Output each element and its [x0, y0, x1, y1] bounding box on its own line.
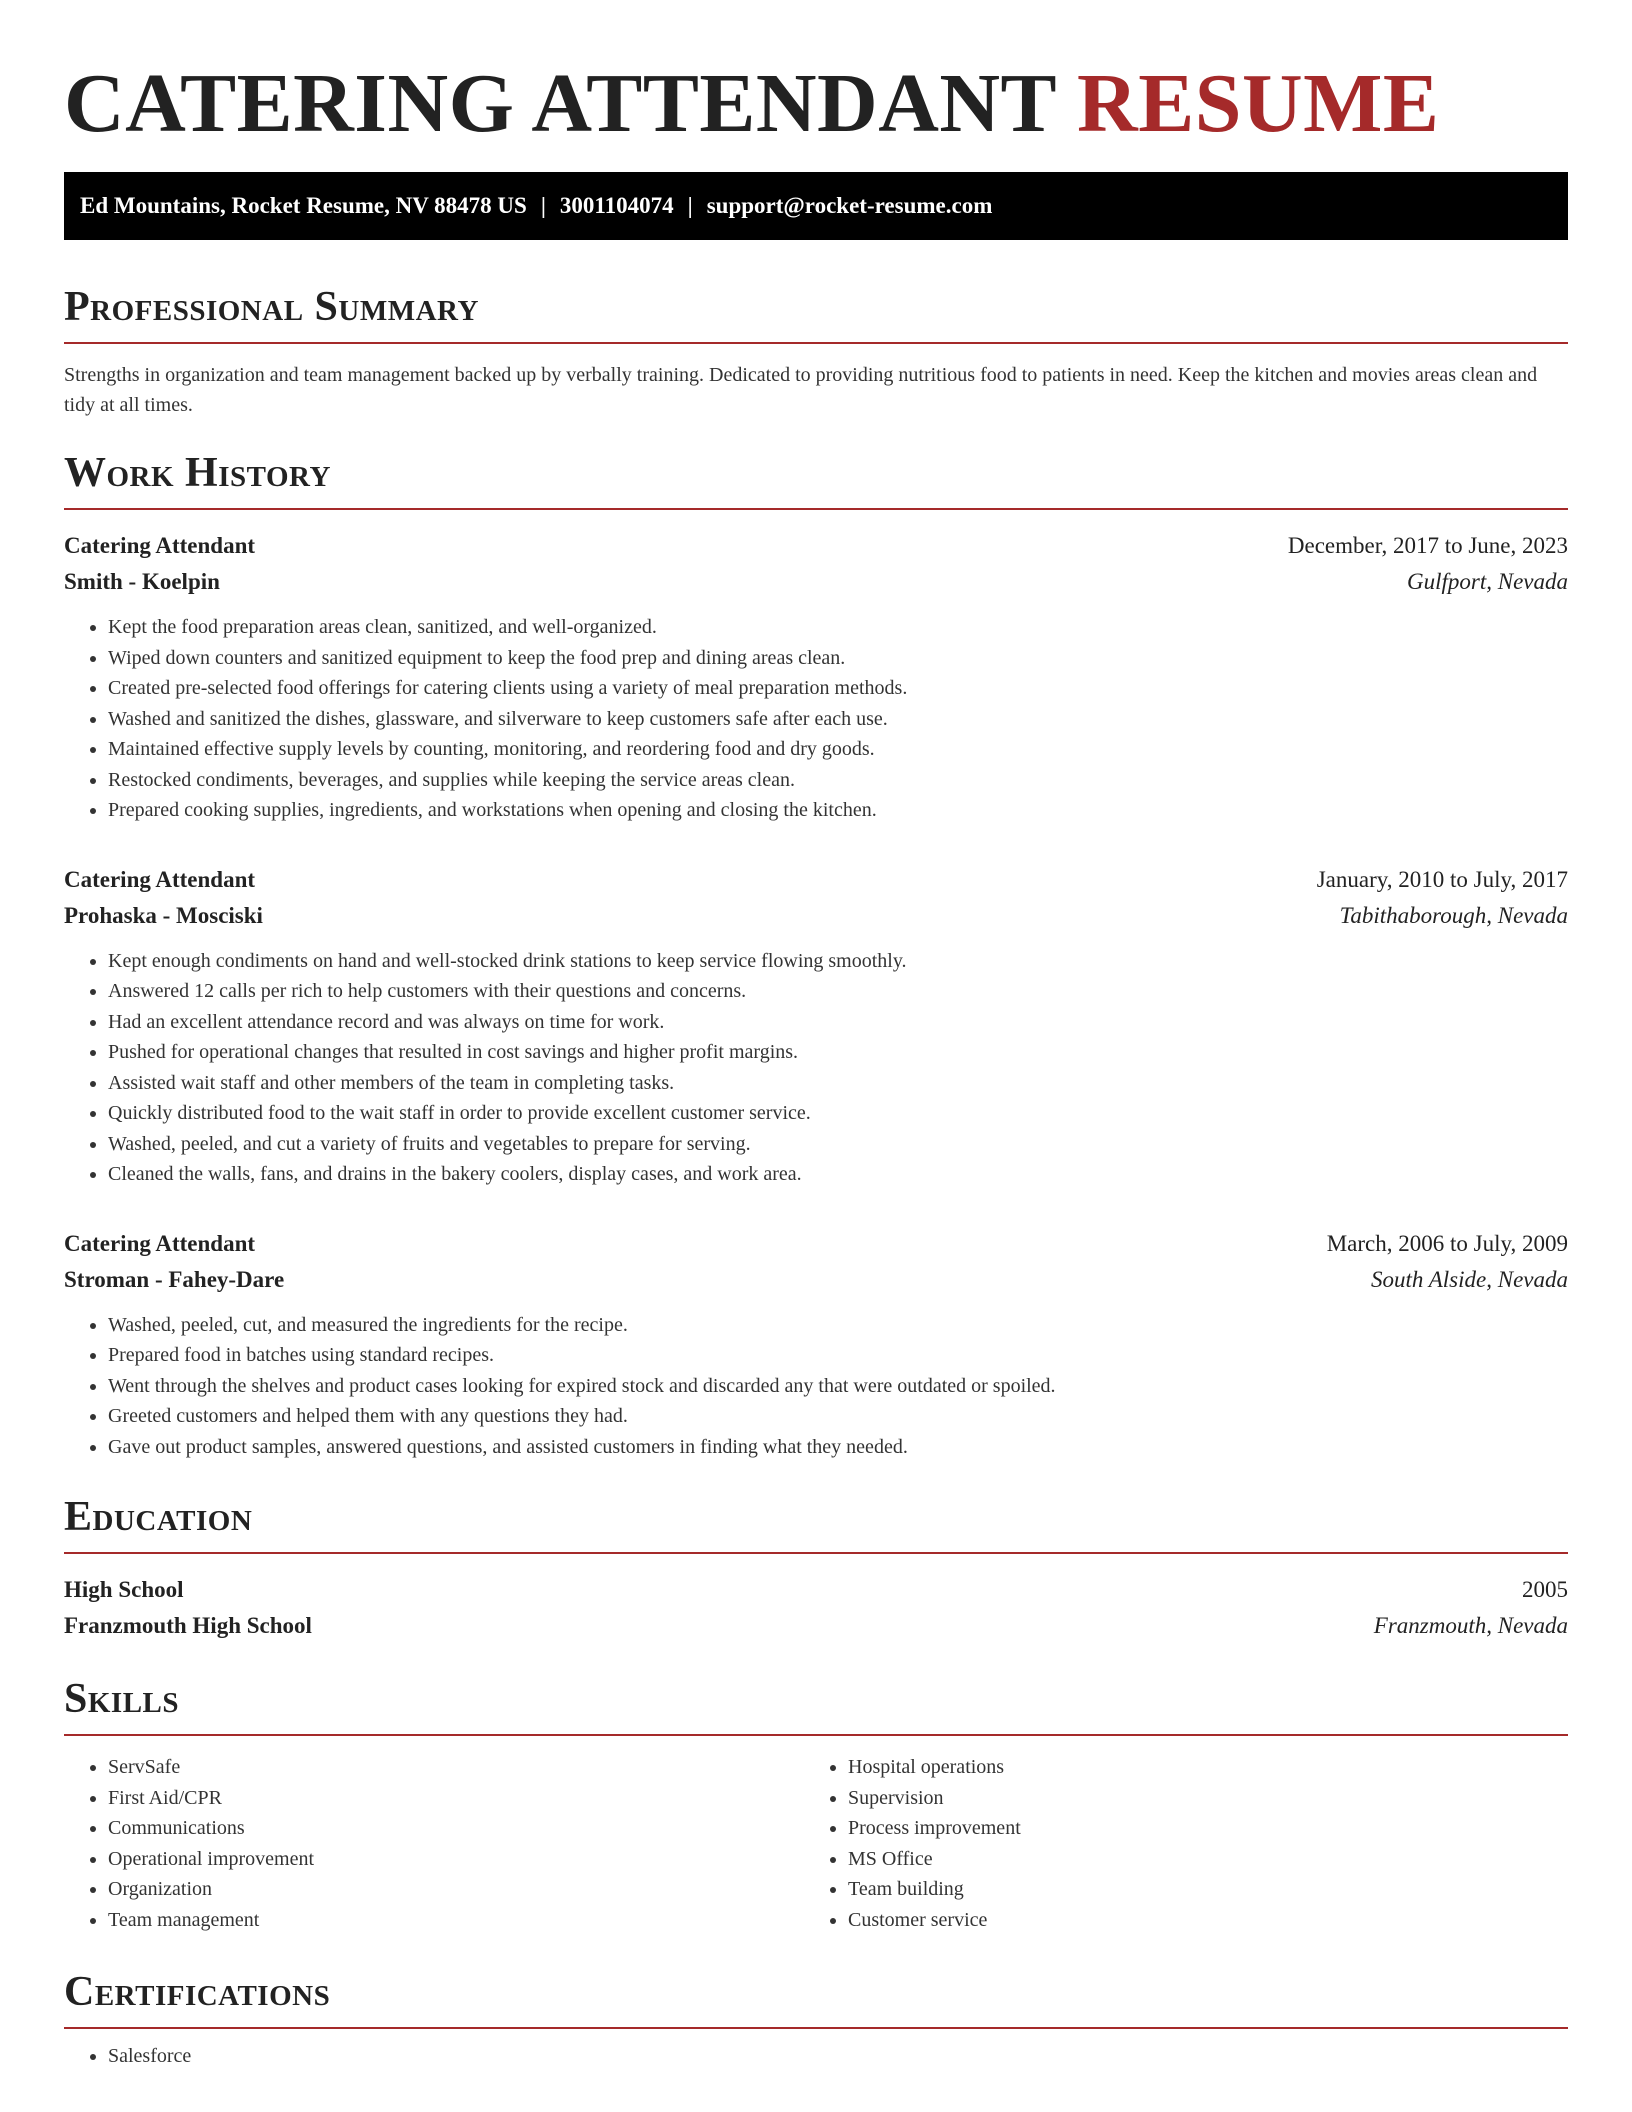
job-duty: • Pushed for operational changes that resulted in cost savings and higher profit margins. [108, 1037, 1568, 1068]
skills-section [64, 1674, 1568, 1935]
job-title: Catering Attendant [64, 866, 256, 892]
job-duty: • Prepared food in batches using standard recipes. [108, 1340, 1568, 1371]
section-heading-skills: Skills [64, 1674, 1568, 1736]
contact-phone: 3001104074 [559, 193, 674, 218]
job-duty: • Answered 12 calls per rich to help customers with their questions and concerns. [108, 976, 1568, 1007]
job-title: Catering Attendant [64, 1230, 256, 1256]
skill-item: • MS Office [848, 1844, 1544, 1875]
summary-section [64, 282, 1568, 420]
job-company: Smith - Koelpin [64, 569, 220, 594]
education-year: 2005 [1522, 1577, 1568, 1602]
skills-grid [64, 1752, 1568, 1935]
job-entry [64, 528, 1568, 826]
job-duty: • Cleaned the walls, fans, and drains in the bakery coolers, display cases, and work area. [108, 1159, 1568, 1190]
job-header-row [64, 1226, 1568, 1262]
skill-item: • Process improvement [848, 1813, 1544, 1844]
skill-item: • Organization [108, 1874, 804, 1905]
job-duties-list [64, 612, 1568, 826]
job-duty: • Maintained effective supply levels by counting, monitoring, and reordering food and dry goods. [108, 734, 1568, 765]
job-duty: • Gave out product samples, answered questions, and assisted customers in finding what they needed. [108, 1432, 1568, 1463]
job-dates: December, 2017 to June, 2023 [1287, 533, 1568, 558]
job-company: Prohaska - Mosciski [64, 902, 263, 928]
skill-item: • Communications [108, 1813, 804, 1844]
resume-title [64, 0, 1568, 156]
job-duty: • Kept the food preparation areas clean, sanitized, and well-organized. [108, 612, 1568, 643]
skill-item: • Team management [108, 1905, 804, 1936]
job-duty: • Prepared cooking supplies, ingredients, and workstations when opening and closing the kitchen. [108, 795, 1568, 826]
certification-item: • Salesforce [108, 2041, 1568, 2072]
job-location: Tabithaborough, Nevada [1339, 902, 1568, 928]
education-school: Franzmouth High School [64, 1613, 312, 1638]
skill-item: • Team building [848, 1874, 1544, 1905]
job-duty: • Greeted customers and helped them with any questions they had. [108, 1401, 1568, 1432]
skill-item: • Hospital operations [848, 1752, 1544, 1783]
job-company: Stroman - Fahey-Dare [64, 1266, 285, 1292]
work-history-section [64, 448, 1568, 1462]
job-duties-list [64, 1310, 1568, 1463]
education-section [64, 1492, 1568, 1644]
skill-item: • First Aid/CPR [108, 1783, 804, 1814]
contact-address: Ed Mountains, Rocket Resume, NV 88478 US [80, 193, 527, 218]
section-heading-certifications: Certifications [64, 1967, 1568, 2029]
job-header-row [64, 528, 1568, 564]
section-heading-education: Education [64, 1492, 1568, 1554]
job-entry [64, 862, 1568, 1190]
job-dates: March, 2006 to July, 2009 [1326, 1230, 1568, 1256]
education-degree: High School [64, 1577, 184, 1602]
section-heading-summary: Professional Summary [64, 282, 1568, 344]
education-school-row [64, 1608, 1568, 1644]
summary-text: Strengths in organization and team management backed up by verbally training. Dedicated to providing nutritious food to patients in need. Keep the kitchen and movies areas clean and tidy at all times. [64, 364, 1538, 416]
certifications-section [64, 1967, 1568, 2072]
job-duty: • Assisted wait staff and other members of the team in completing tasks. [108, 1068, 1568, 1099]
job-duty: • Quickly distributed food to the wait staff in order to provide excellent customer service. [108, 1098, 1568, 1129]
job-duty: • Washed, peeled, cut, and measured the ingredients for the recipe. [108, 1310, 1568, 1341]
job-duty: • Restocked condiments, beverages, and supplies while keeping the service areas clean. [108, 765, 1568, 796]
job-company-row [64, 898, 1568, 934]
job-company-row [64, 1262, 1568, 1298]
job-location: South Alside, Nevada [1371, 1266, 1568, 1292]
skills-list-right [804, 1752, 1544, 1935]
contact-separator: | [687, 193, 693, 218]
contact-bar [64, 172, 1568, 240]
resume-page [64, 0, 1568, 2072]
skill-item: • Customer service [848, 1905, 1544, 1936]
title-accent: RESUME [1077, 57, 1440, 150]
job-duty: • Wiped down counters and sanitized equipment to keep the food prep and dining areas clean. [108, 643, 1568, 674]
title-main: CATERING ATTENDANT [64, 57, 1056, 150]
job-duty: • Washed, peeled, and cut a variety of fruits and vegetables to prepare for serving. [108, 1129, 1568, 1160]
job-duty: • Kept enough condiments on hand and well-stocked drink stations to keep service flowing smoothly. [108, 946, 1568, 977]
job-entry [64, 1226, 1568, 1463]
education-entry [64, 1572, 1568, 1644]
job-duties-list [64, 946, 1568, 1190]
skill-item: • ServSafe [108, 1752, 804, 1783]
contact-separator: | [540, 193, 546, 218]
contact-email: support@rocket-resume.com [706, 193, 993, 218]
job-duty: • Created pre-selected food offerings for catering clients using a variety of meal preparation methods. [108, 673, 1568, 704]
job-dates: January, 2010 to July, 2017 [1316, 866, 1568, 892]
job-header-row [64, 862, 1568, 898]
job-duty: • Had an excellent attendance record and was always on time for work. [108, 1007, 1568, 1038]
skill-item: • Supervision [848, 1783, 1544, 1814]
certifications-list [64, 2041, 1568, 2072]
education-degree-row [64, 1572, 1568, 1608]
job-location: Gulfport, Nevada [1407, 569, 1568, 594]
education-location: Franzmouth, Nevada [1373, 1613, 1568, 1638]
skill-item: • Operational improvement [108, 1844, 804, 1875]
section-heading-work: Work History [64, 448, 1568, 510]
job-company-row [64, 564, 1568, 600]
job-duty: • Went through the shelves and product cases looking for expired stock and discarded any that were outdated or spoiled. [108, 1371, 1568, 1402]
skills-list-left [64, 1752, 804, 1935]
job-duty: • Washed and sanitized the dishes, glassware, and silverware to keep customers safe after each use. [108, 704, 1568, 735]
job-title: Catering Attendant [64, 533, 256, 558]
